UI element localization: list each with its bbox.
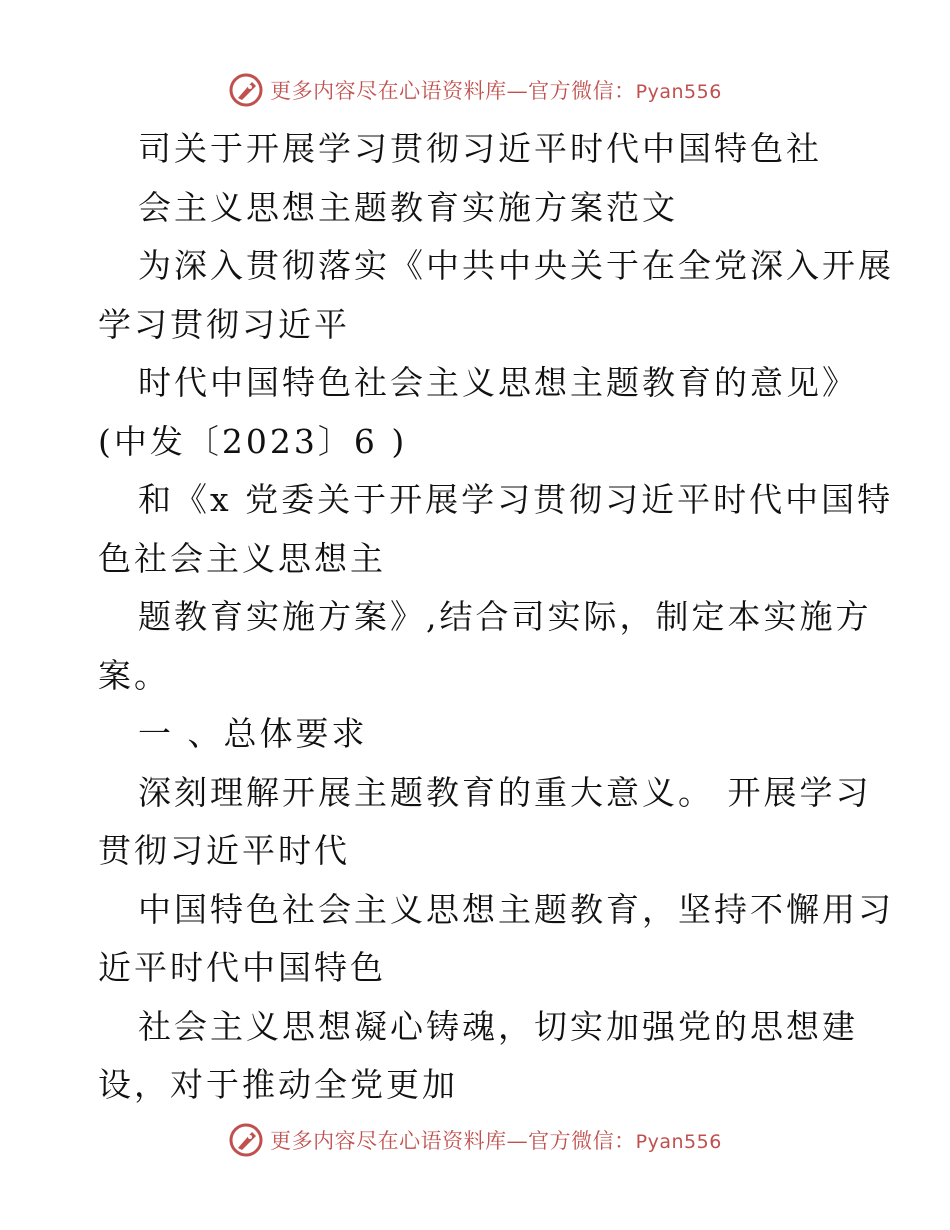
paragraph-line: 近平时代中国特色: [98, 948, 386, 987]
document-title-line-1: 司关于开展学习贯彻习近平时代中国特色社: [138, 129, 822, 168]
paragraph-line: 色社会主义思想主: [98, 538, 386, 578]
pen-nib-logo-icon: [228, 1122, 264, 1158]
paragraph-line: (中发〔2023〕6 ): [98, 421, 408, 461]
paragraph-line: 设，对于推动全党更加: [98, 1065, 458, 1104]
paragraph-line: 深刻理解开展主题教育的重大意义。 开展学习: [138, 772, 872, 812]
paragraph-line: 学习贯彻习近平: [98, 304, 350, 344]
document-title-line-2: 会主义思想主题教育实施方案范文: [138, 187, 678, 227]
paragraph-line: 社会主义思想凝心铸魂，切实加强党的思想建: [138, 1006, 858, 1046]
header-banner-text: [270, 75, 722, 105]
header-banner: [0, 70, 950, 110]
footer-banner-text: [270, 1125, 722, 1155]
pen-nib-logo-icon: [228, 72, 264, 108]
paragraph-line: 和《x 党委关于开展学习贯彻习近平时代中国特: [138, 480, 894, 519]
footer-banner: [0, 1120, 950, 1160]
paragraph-line: 为深入贯彻落实《中共中央关于在全党深入开展: [138, 246, 894, 285]
footer-wechat-id: Pyan556: [635, 1131, 722, 1153]
header-wechat-id: Pyan556: [635, 81, 722, 103]
paragraph-line: 时代中国特色社会主义思想主题教育的意见》: [138, 363, 858, 402]
paragraph-line: 贯彻习近平时代: [98, 831, 350, 870]
paragraph-line: 题教育实施方案》,结合司实际，制定本实施方: [138, 597, 872, 636]
section-heading: 一 、总体要求: [138, 714, 368, 753]
header-banner-label: 更多内容尽在心语资料库—官方微信：: [270, 79, 636, 103]
paragraph-line: 中国特色社会主义思想主题教育，坚持不懈用习: [138, 889, 894, 929]
paragraph-line: 案。: [98, 655, 170, 695]
footer-banner-label: 更多内容尽在心语资料库—官方微信：: [270, 1129, 636, 1153]
document-body: [98, 120, 898, 1115]
